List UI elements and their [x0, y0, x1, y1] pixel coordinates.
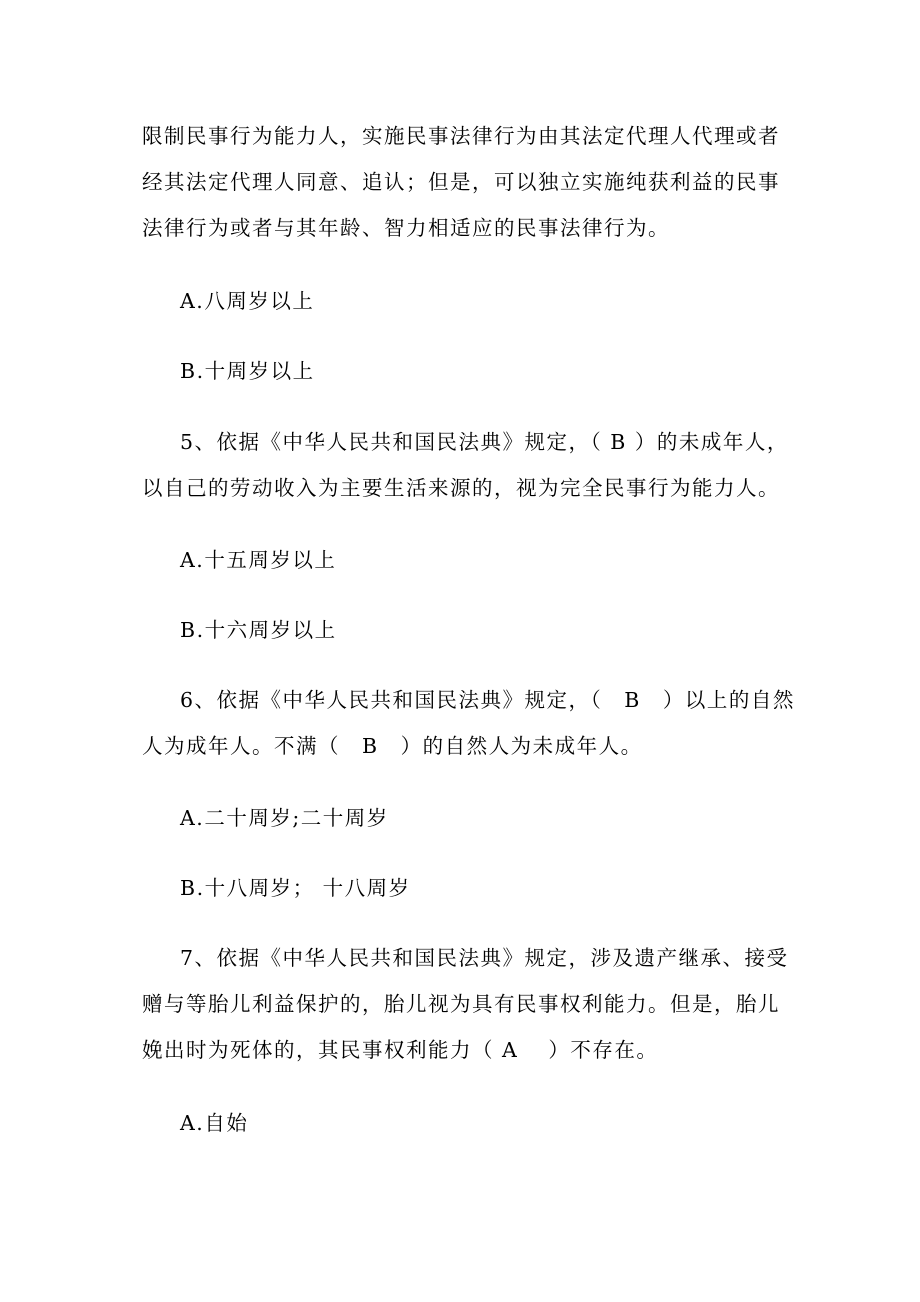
question-7-line: 赠与等胎儿利益保护的，胎儿视为具有民事权利能力。但是，胎儿	[142, 992, 780, 1016]
question-5-line: 以自己的劳动收入为主要生活来源的，视为完全民事行为能力人。	[142, 476, 780, 500]
question-5: 5、依据《中华人民共和国民法典》规定，（ B ）的未成年人，	[180, 430, 789, 454]
option-a: A.十五周岁以上	[180, 548, 337, 572]
option-b: B.十六周岁以上	[180, 618, 337, 642]
option-a: A.自始	[180, 1111, 249, 1135]
paragraph-line: 法律行为或者与其年龄、智力相适应的民事法律行为。	[142, 216, 670, 240]
option-a: A.二十周岁;二十周岁	[180, 806, 389, 830]
option-b: B.十八周岁； 十八周岁	[180, 876, 411, 900]
question-6-line: 人为成年人。不满（ B ）的自然人为未成年人。	[142, 734, 643, 758]
question-7-line: 娩出时为死体的，其民事权利能力（ A ）不存在。	[142, 1038, 659, 1062]
option-a: A.八周岁以上	[180, 289, 315, 313]
option-b: B.十周岁以上	[180, 359, 315, 383]
question-6: 6、依据《中华人民共和国民法典》规定，（ B ）以上的自然	[180, 688, 795, 712]
paragraph-line: 限制民事行为能力人，实施民事法律行为由其法定代理人代理或者	[142, 124, 780, 148]
question-7: 7、依据《中华人民共和国民法典》规定，涉及遗产继承、接受	[180, 946, 789, 970]
paragraph-line: 经其法定代理人同意、追认；但是，可以独立实施纯获利益的民事	[142, 170, 780, 194]
